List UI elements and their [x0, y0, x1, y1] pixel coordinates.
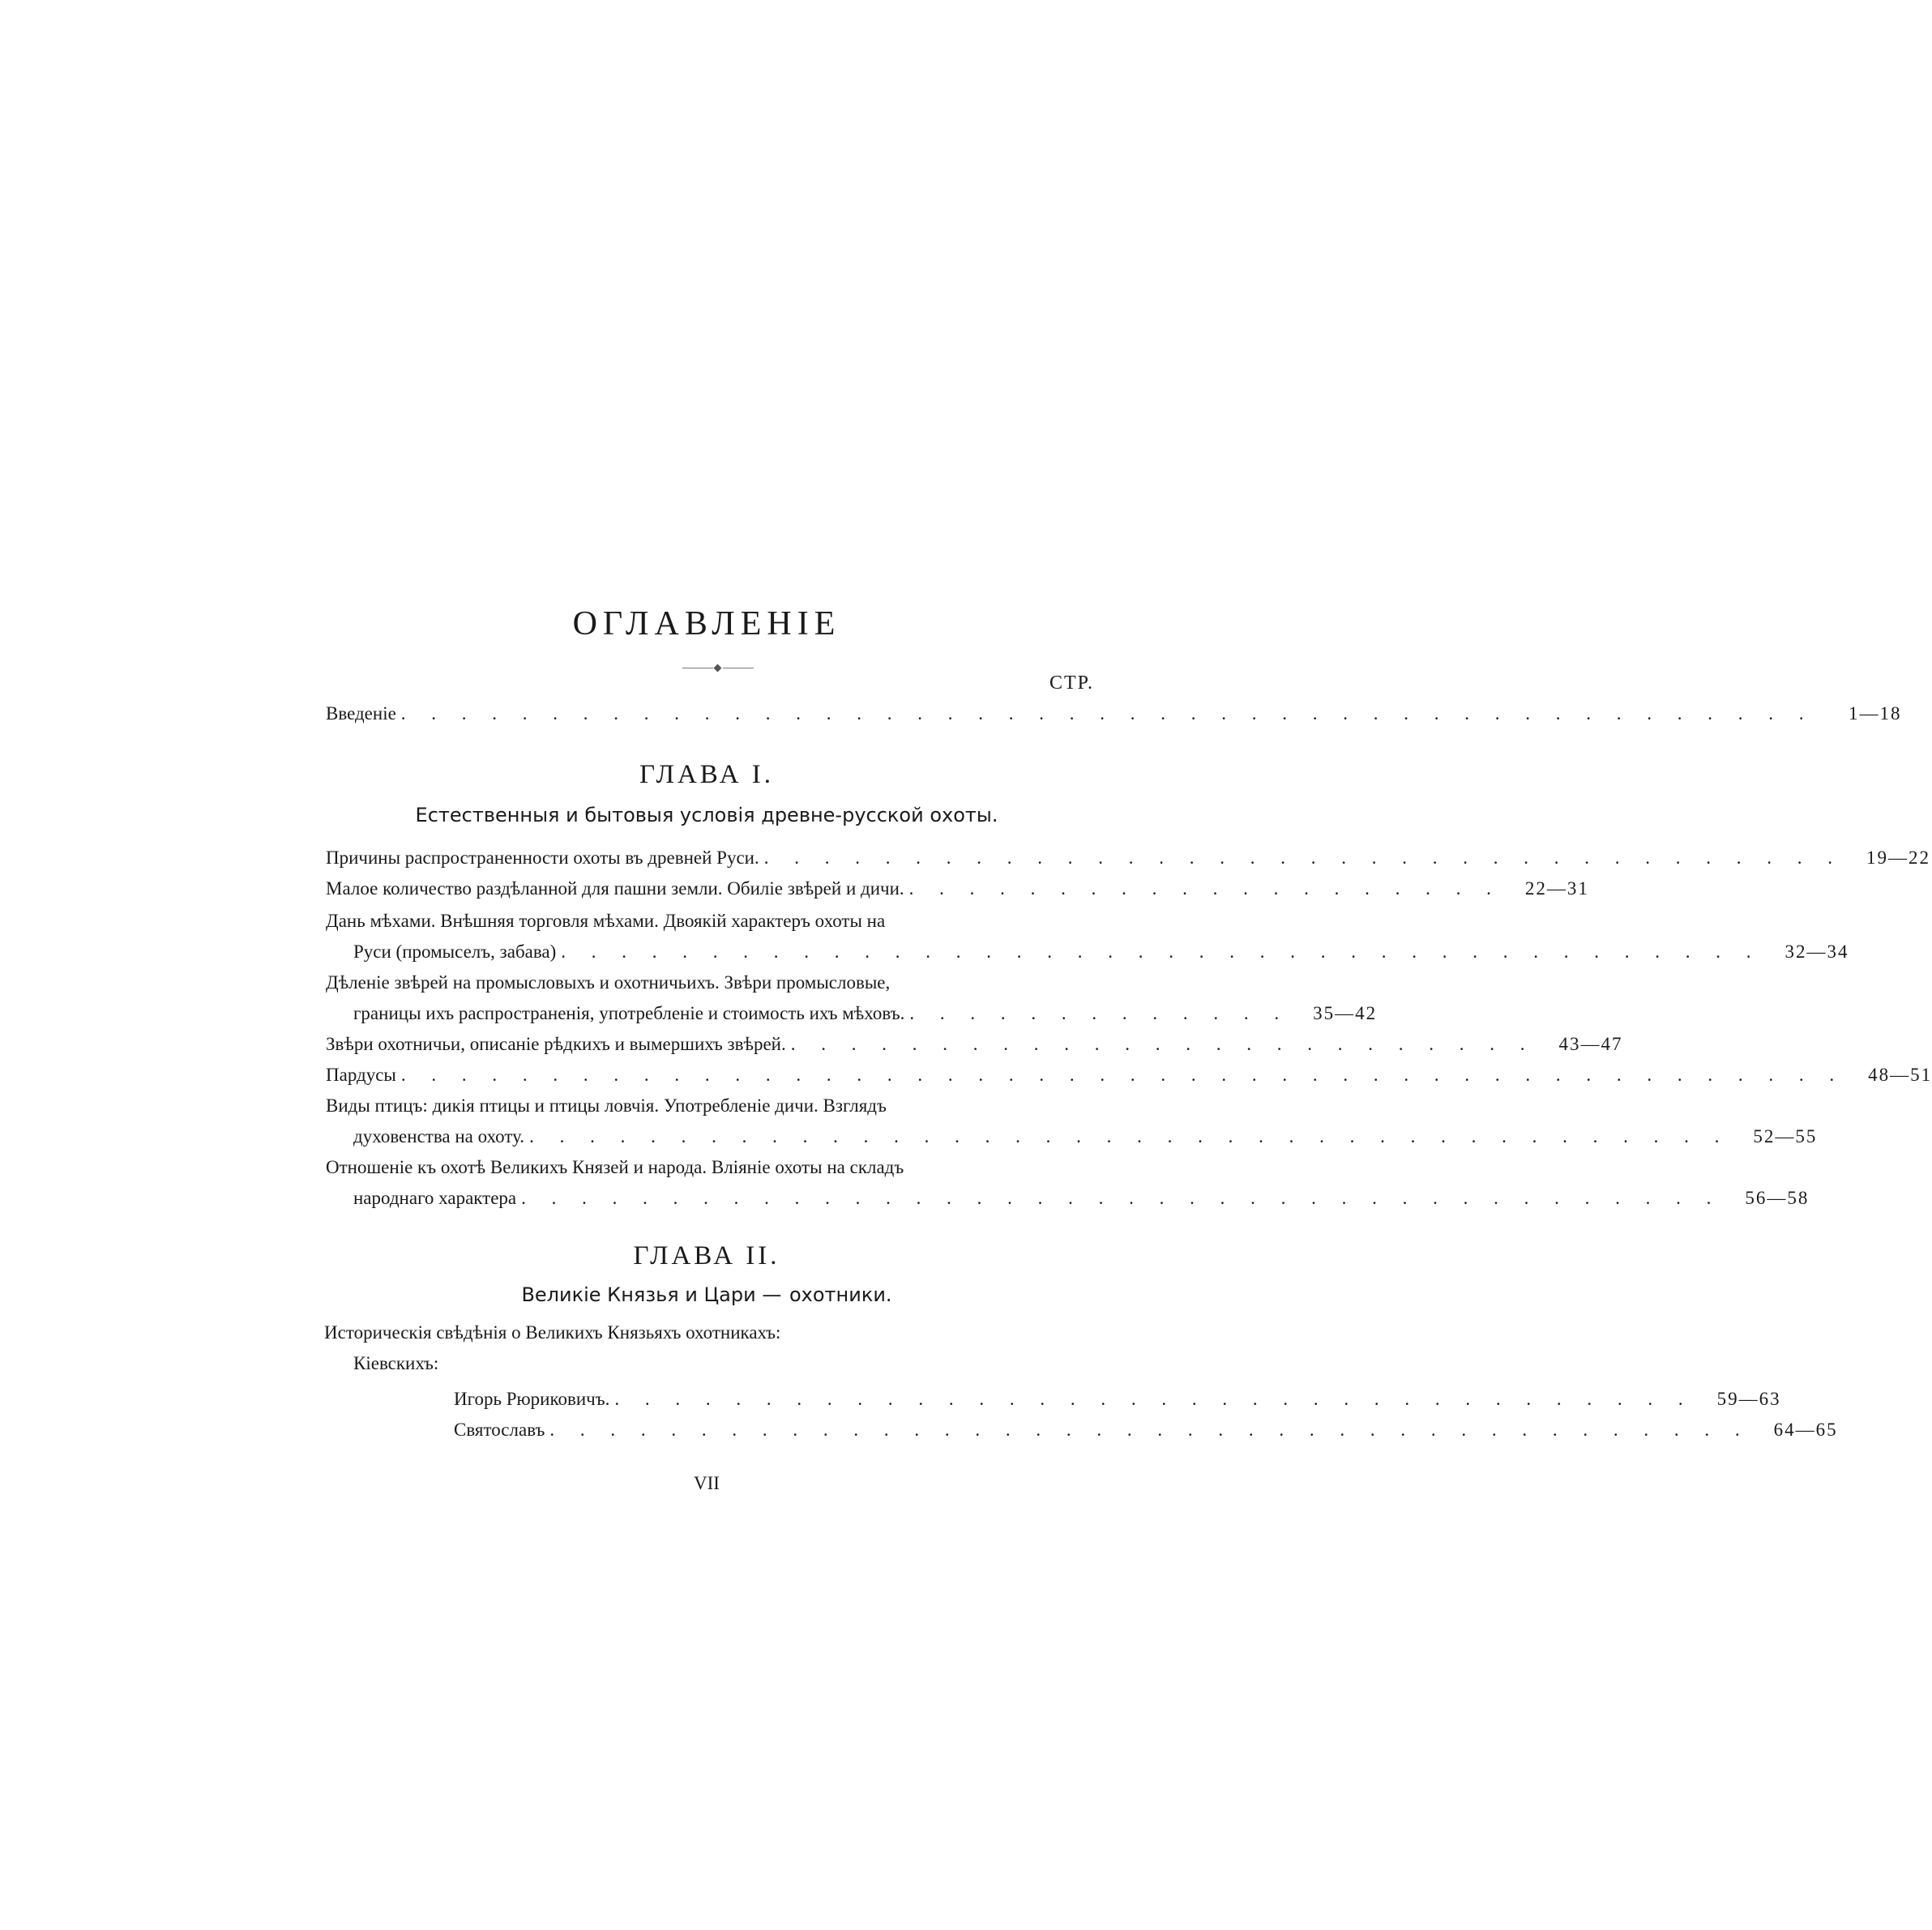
chapter-2-intro-line: Историческія свѣдѣнія о Великихъ Князьяхъ охотникахъ:	[324, 1322, 781, 1343]
dot-leader: . . . . . . . . . . . . . . . . . . . . . . . . . . . . . . . . . . . .	[614, 1389, 1694, 1409]
entry-pages: 22—31	[1524, 878, 1589, 899]
entry-text: Игорь Рюриковичъ.	[454, 1389, 610, 1409]
entry-pages: 64—65	[1773, 1420, 1838, 1440]
chapter-2-heading: ГЛАВА II.	[633, 1241, 780, 1270]
entry-text: Пардусы	[326, 1065, 396, 1085]
toc-entry	[326, 1152, 1810, 1214]
entry-text: Малое количество раздѣланной для пашни земли. Обиліе звѣрей и дичи.	[326, 878, 904, 899]
entry-pages: 43—47	[1558, 1034, 1623, 1054]
toc-entry	[326, 873, 1589, 904]
entry-pages: 1—18	[1849, 703, 1902, 724]
chapter-2-subtitle-part-a: Великіе Князья и Цари	[521, 1283, 756, 1306]
entry-text-line: Дань мѣхами. Внѣшняя торговля мѣхами. Двоякій характеръ охоты на	[326, 911, 886, 931]
entry-pages: 56—58	[1745, 1188, 1810, 1208]
chapter-1-subtitle: Естественныя и бытовыя условія древне-русской охоты.	[415, 804, 998, 826]
entry-text-line: Отношеніе къ охотѣ Великихъ Князей и народа. Вліяніе охоты на складъ	[326, 1157, 904, 1177]
title-ornament	[682, 664, 754, 673]
entry-text: границы ихъ распространенія, употребленіе и стоимость ихъ мѣховъ.	[353, 1003, 905, 1023]
page-column-label: СТР.	[1049, 673, 1094, 694]
dot-leader: . . . . . . . . . . . . . . . . . . . . . . . . . . . . . . . . . . . . . . . .	[561, 942, 1762, 962]
dot-leader: . . . . . . . . . . . . . . . . . . . . . . . . . . . . . . . . . . . . . . . .	[521, 1188, 1722, 1208]
entry-text: Введеніе	[326, 703, 396, 724]
entry-text: Причины распространенности охоты въ древней Руси.	[326, 848, 759, 868]
dot-leader: . . . . . . . . . . . . . . . . . . . . . . . . .	[790, 1034, 1536, 1054]
toc-entry	[326, 1091, 1818, 1152]
entry-text-line: Виды птицъ: дикія птицы и птицы ловчія. Употребленіе дичи. Взглядъ	[326, 1095, 887, 1116]
dot-leader: . . . . . . . . . . . . . . . . . . . . . . . . . . . . . . . . . . . . . . . . . . . . . . . .	[400, 1065, 1845, 1085]
entry-pages: 52—55	[1753, 1126, 1818, 1146]
dot-leader: . . . . . . . . . . . . .	[909, 1003, 1290, 1023]
entry-text: Святославъ	[454, 1420, 545, 1440]
entry-text: Звѣри охотничьи, описаніе рѣдкихъ и вымершихъ звѣрей.	[326, 1034, 786, 1054]
chapter-2-subtitle-part-b: охотники.	[789, 1283, 892, 1306]
entry-pages: 35—42	[1313, 1003, 1378, 1023]
toc-entry	[326, 967, 1378, 1029]
toc-entry	[326, 843, 1930, 873]
toc-entry	[326, 1060, 1932, 1091]
entry-text-line: Дѣленіе звѣрей на промысловыхъ и охотничьихъ. Звѣри промысловые,	[326, 972, 891, 993]
ornament-diamond-icon	[714, 664, 722, 673]
entry-pages: 19—22	[1866, 848, 1930, 868]
chapter-2-group-label: Кіевскихъ:	[353, 1353, 439, 1373]
chapter-2-subtitle	[0, 1283, 1413, 1306]
dot-leader: . . . . . . . . . . . . . . . . . . . .	[908, 878, 1502, 899]
toc-title: ОГЛАВЛЕНІЕ	[572, 605, 841, 643]
entry-pages: 59—63	[1716, 1389, 1781, 1409]
toc-entry	[326, 906, 1849, 967]
dot-leader: . . . . . . . . . . . . . . . . . . . . . . . . . . . . . . . . . . . .	[763, 848, 1843, 868]
toc-entry	[326, 1029, 1623, 1060]
page-folio: VII	[694, 1473, 720, 1493]
dot-leader: . . . . . . . . . . . . . . . . . . . . . . . . . . . . . . . . . . . . . . . . . . . . . . .	[400, 703, 1814, 724]
entry-text: Руси (промыселъ, забава)	[353, 942, 557, 962]
entry-pages: 48—51	[1868, 1065, 1932, 1085]
entry-text: народнаго характера	[353, 1188, 517, 1208]
toc-entry-intro	[326, 698, 1902, 729]
dot-leader: . . . . . . . . . . . . . . . . . . . . . . . . . . . . . . . . . . . . . . . .	[529, 1126, 1730, 1146]
chapter-2-subtitle-dash: —	[762, 1283, 784, 1306]
dot-leader: . . . . . . . . . . . . . . . . . . . . . . . . . . . . . . . . . . . . . . . .	[549, 1420, 1750, 1440]
toc-entry	[454, 1415, 1838, 1445]
entry-text: духовенства на охоту.	[353, 1126, 525, 1146]
chapter-1-heading: ГЛАВА I.	[639, 760, 775, 789]
toc-entry	[454, 1384, 1781, 1415]
entry-pages: 32—34	[1785, 942, 1849, 962]
